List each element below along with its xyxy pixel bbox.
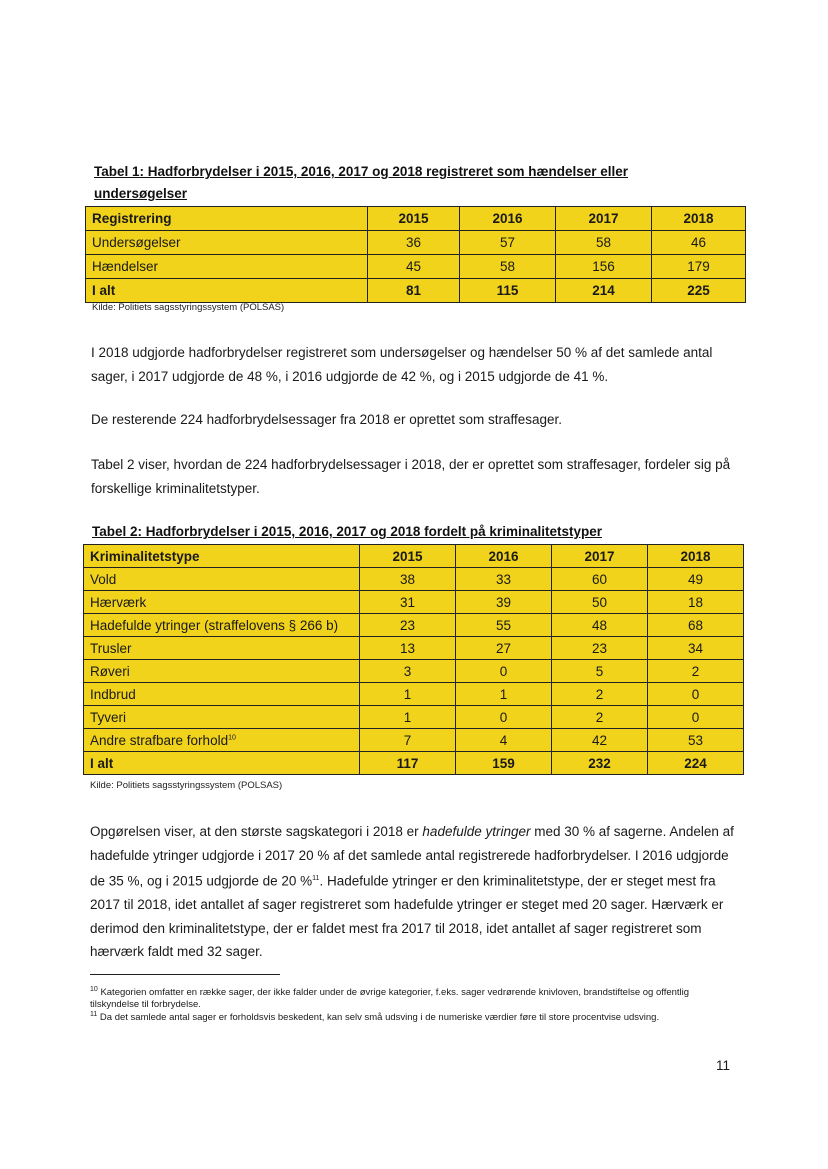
cell-2018: 18 xyxy=(648,591,744,614)
cell-2015: 117 xyxy=(360,752,456,775)
paragraph-4-part-c: . Hadefulde ytringer er den kriminalitetstype, der er steget mest fra 2017 til 2018, idet antallet af sager registreret som hadefulde ytringer er steget med 20 sager. Hærværk er derimod den kriminalitetstype, der er faldet mest fra 2017 til 2018, idet antallet af sager registreret som hærværk faldt med 32 sager. xyxy=(90,873,724,959)
row-label: Trusler xyxy=(84,637,360,660)
cell-2018: 49 xyxy=(648,568,744,591)
table1-header-2018: 2018 xyxy=(652,207,746,231)
paragraph-4-part-b: med 30 % af sagerne. Andelen af hadefulde ytringer udgjorde i 2017 20 % af det samlede antal registrerede hadforbrydelser. I 2016 udgjorde de 35 %, og i 2015 udgjorde de 20 % xyxy=(90,824,734,889)
footnote-number: 10 xyxy=(90,986,98,993)
cell-2017: 23 xyxy=(552,637,648,660)
cell-2016: 0 xyxy=(456,660,552,683)
table1-header-row xyxy=(86,207,746,231)
cell-2015: 31 xyxy=(360,591,456,614)
footnote-10 xyxy=(90,984,736,1011)
row-label: Røveri xyxy=(84,660,360,683)
footnote-text: Da det samlede antal sager er forholdsvis beskedent, kan selv små udsving i de numeriske værdier føre til store procentvise udsving. xyxy=(99,1012,660,1024)
cell-2018: 68 xyxy=(648,614,744,637)
table1-header-2015: 2015 xyxy=(368,207,460,231)
cell-2015: 45 xyxy=(368,255,460,279)
cell-2017: 58 xyxy=(556,231,652,255)
table2-header-2016: 2016 xyxy=(456,545,552,568)
cell-2016: 27 xyxy=(456,637,552,660)
page-number: 11 xyxy=(716,1058,731,1073)
table-row xyxy=(84,729,744,752)
cell-2016: 39 xyxy=(456,591,552,614)
cell-2016: 159 xyxy=(456,752,552,775)
cell-2016: 55 xyxy=(456,614,552,637)
cell-2017: 60 xyxy=(552,568,648,591)
cell-2017: 50 xyxy=(552,591,648,614)
row-label: Hærværk xyxy=(84,591,360,614)
row-label-text: Andre strafbare forhold xyxy=(90,732,229,748)
row-label: Tyveri xyxy=(84,706,360,729)
table-row xyxy=(84,614,744,637)
cell-2017: 5 xyxy=(552,660,648,683)
footnote-ref-10[interactable]: 10 xyxy=(228,734,236,741)
table2-header-row xyxy=(84,545,744,568)
cell-2016: 33 xyxy=(456,568,552,591)
cell-2016: 1 xyxy=(456,683,552,706)
cell-2017: 232 xyxy=(552,752,648,775)
table-row xyxy=(84,637,744,660)
table-row xyxy=(84,660,744,683)
footnote-number: 11 xyxy=(90,1011,98,1018)
cell-2016: 0 xyxy=(456,706,552,729)
cell-2015: 38 xyxy=(360,568,456,591)
cell-2018: 224 xyxy=(648,752,744,775)
footnote-11 xyxy=(90,1009,736,1024)
cell-2018: 225 xyxy=(652,279,746,303)
cell-2015: 7 xyxy=(360,729,456,752)
cell-2017: 2 xyxy=(552,706,648,729)
row-label: Hadefulde ytringer (straffelovens § 266 b) xyxy=(84,614,360,637)
table1-caption: Tabel 1: Hadforbrydelser i 2015, 2016, 2017 og 2018 registreret som hændelser eller undersøgelser xyxy=(94,164,629,201)
table2-header-2017: 2017 xyxy=(552,545,648,568)
table2 xyxy=(83,544,744,775)
table2-caption: Tabel 2: Hadforbrydelser i 2015, 2016, 2017 og 2018 fordelt på kriminalitetstyper xyxy=(92,524,602,539)
table-row xyxy=(84,706,744,729)
table2-header-2015: 2015 xyxy=(360,545,456,568)
cell-2018: 34 xyxy=(648,637,744,660)
footnote-text: Kategorien omfatter en række sager, der ikke falder under de øvrige kategorier, f.eks. sager vedrørende knivloven, brandstiftelse og offentlig tilskyndelse til forbrydelse. xyxy=(90,987,690,1011)
row-label xyxy=(84,729,360,752)
cell-2017: 156 xyxy=(556,255,652,279)
row-label: I alt xyxy=(86,279,368,303)
table1-header-label: Registrering xyxy=(86,207,368,231)
table1-source: Kilde: Politiets sagsstyringssystem (POLSAS) xyxy=(92,302,285,313)
cell-2018: 53 xyxy=(648,729,744,752)
cell-2015: 36 xyxy=(368,231,460,255)
cell-2016: 57 xyxy=(460,231,556,255)
table2-source: Kilde: Politiets sagsstyringssystem (POLSAS) xyxy=(90,780,283,791)
row-label: Indbrud xyxy=(84,683,360,706)
table1-total-row xyxy=(86,279,746,303)
paragraph-4-emphasis: hadefulde ytringer xyxy=(422,824,531,839)
table1-header-2017: 2017 xyxy=(556,207,652,231)
row-label: Undersøgelser xyxy=(86,231,368,255)
paragraph-2: De resterende 224 hadforbrydelsessager fra 2018 er oprettet som straffesager. xyxy=(91,412,563,427)
table2-header-label: Kriminalitetstype xyxy=(84,545,360,568)
paragraph-4-part-a: Opgørelsen viser, at den største sagskategori i 2018 er xyxy=(90,824,423,839)
cell-2018: 0 xyxy=(648,683,744,706)
cell-2015: 3 xyxy=(360,660,456,683)
paragraph-1: I 2018 udgjorde hadforbrydelser registreret som undersøgelser og hændelser 50 % af det samlede antal sager, i 2017 udgjorde de 48 %, i 2016 udgjorde de 42 %, og i 2015 udgjorde de 41 %. xyxy=(91,345,713,384)
cell-2018: 2 xyxy=(648,660,744,683)
cell-2017: 2 xyxy=(552,683,648,706)
row-label: I alt xyxy=(84,752,360,775)
footnote-ref-11[interactable]: 11 xyxy=(312,875,320,882)
table-row xyxy=(84,591,744,614)
table-row xyxy=(86,255,746,279)
cell-2018: 179 xyxy=(652,255,746,279)
cell-2015: 1 xyxy=(360,683,456,706)
cell-2018: 0 xyxy=(648,706,744,729)
cell-2017: 214 xyxy=(556,279,652,303)
cell-2015: 1 xyxy=(360,706,456,729)
footnote-divider xyxy=(90,974,280,975)
table-row xyxy=(84,683,744,706)
paragraph-4 xyxy=(90,820,736,964)
cell-2016: 58 xyxy=(460,255,556,279)
table2-header-2018: 2018 xyxy=(648,545,744,568)
row-label: Hændelser xyxy=(86,255,368,279)
table1-header-2016: 2016 xyxy=(460,207,556,231)
table2-total-row xyxy=(84,752,744,775)
table-row xyxy=(86,231,746,255)
cell-2018: 46 xyxy=(652,231,746,255)
cell-2017: 42 xyxy=(552,729,648,752)
cell-2016: 4 xyxy=(456,729,552,752)
cell-2017: 48 xyxy=(552,614,648,637)
paragraph-3: Tabel 2 viser, hvordan de 224 hadforbrydelsessager i 2018, der er oprettet som straffesager, fordeler sig på forskellige kriminalitetstyper. xyxy=(91,457,731,496)
table-row xyxy=(84,568,744,591)
table1 xyxy=(85,206,746,303)
row-label: Vold xyxy=(84,568,360,591)
cell-2015: 13 xyxy=(360,637,456,660)
cell-2015: 23 xyxy=(360,614,456,637)
cell-2016: 115 xyxy=(460,279,556,303)
cell-2015: 81 xyxy=(368,279,460,303)
